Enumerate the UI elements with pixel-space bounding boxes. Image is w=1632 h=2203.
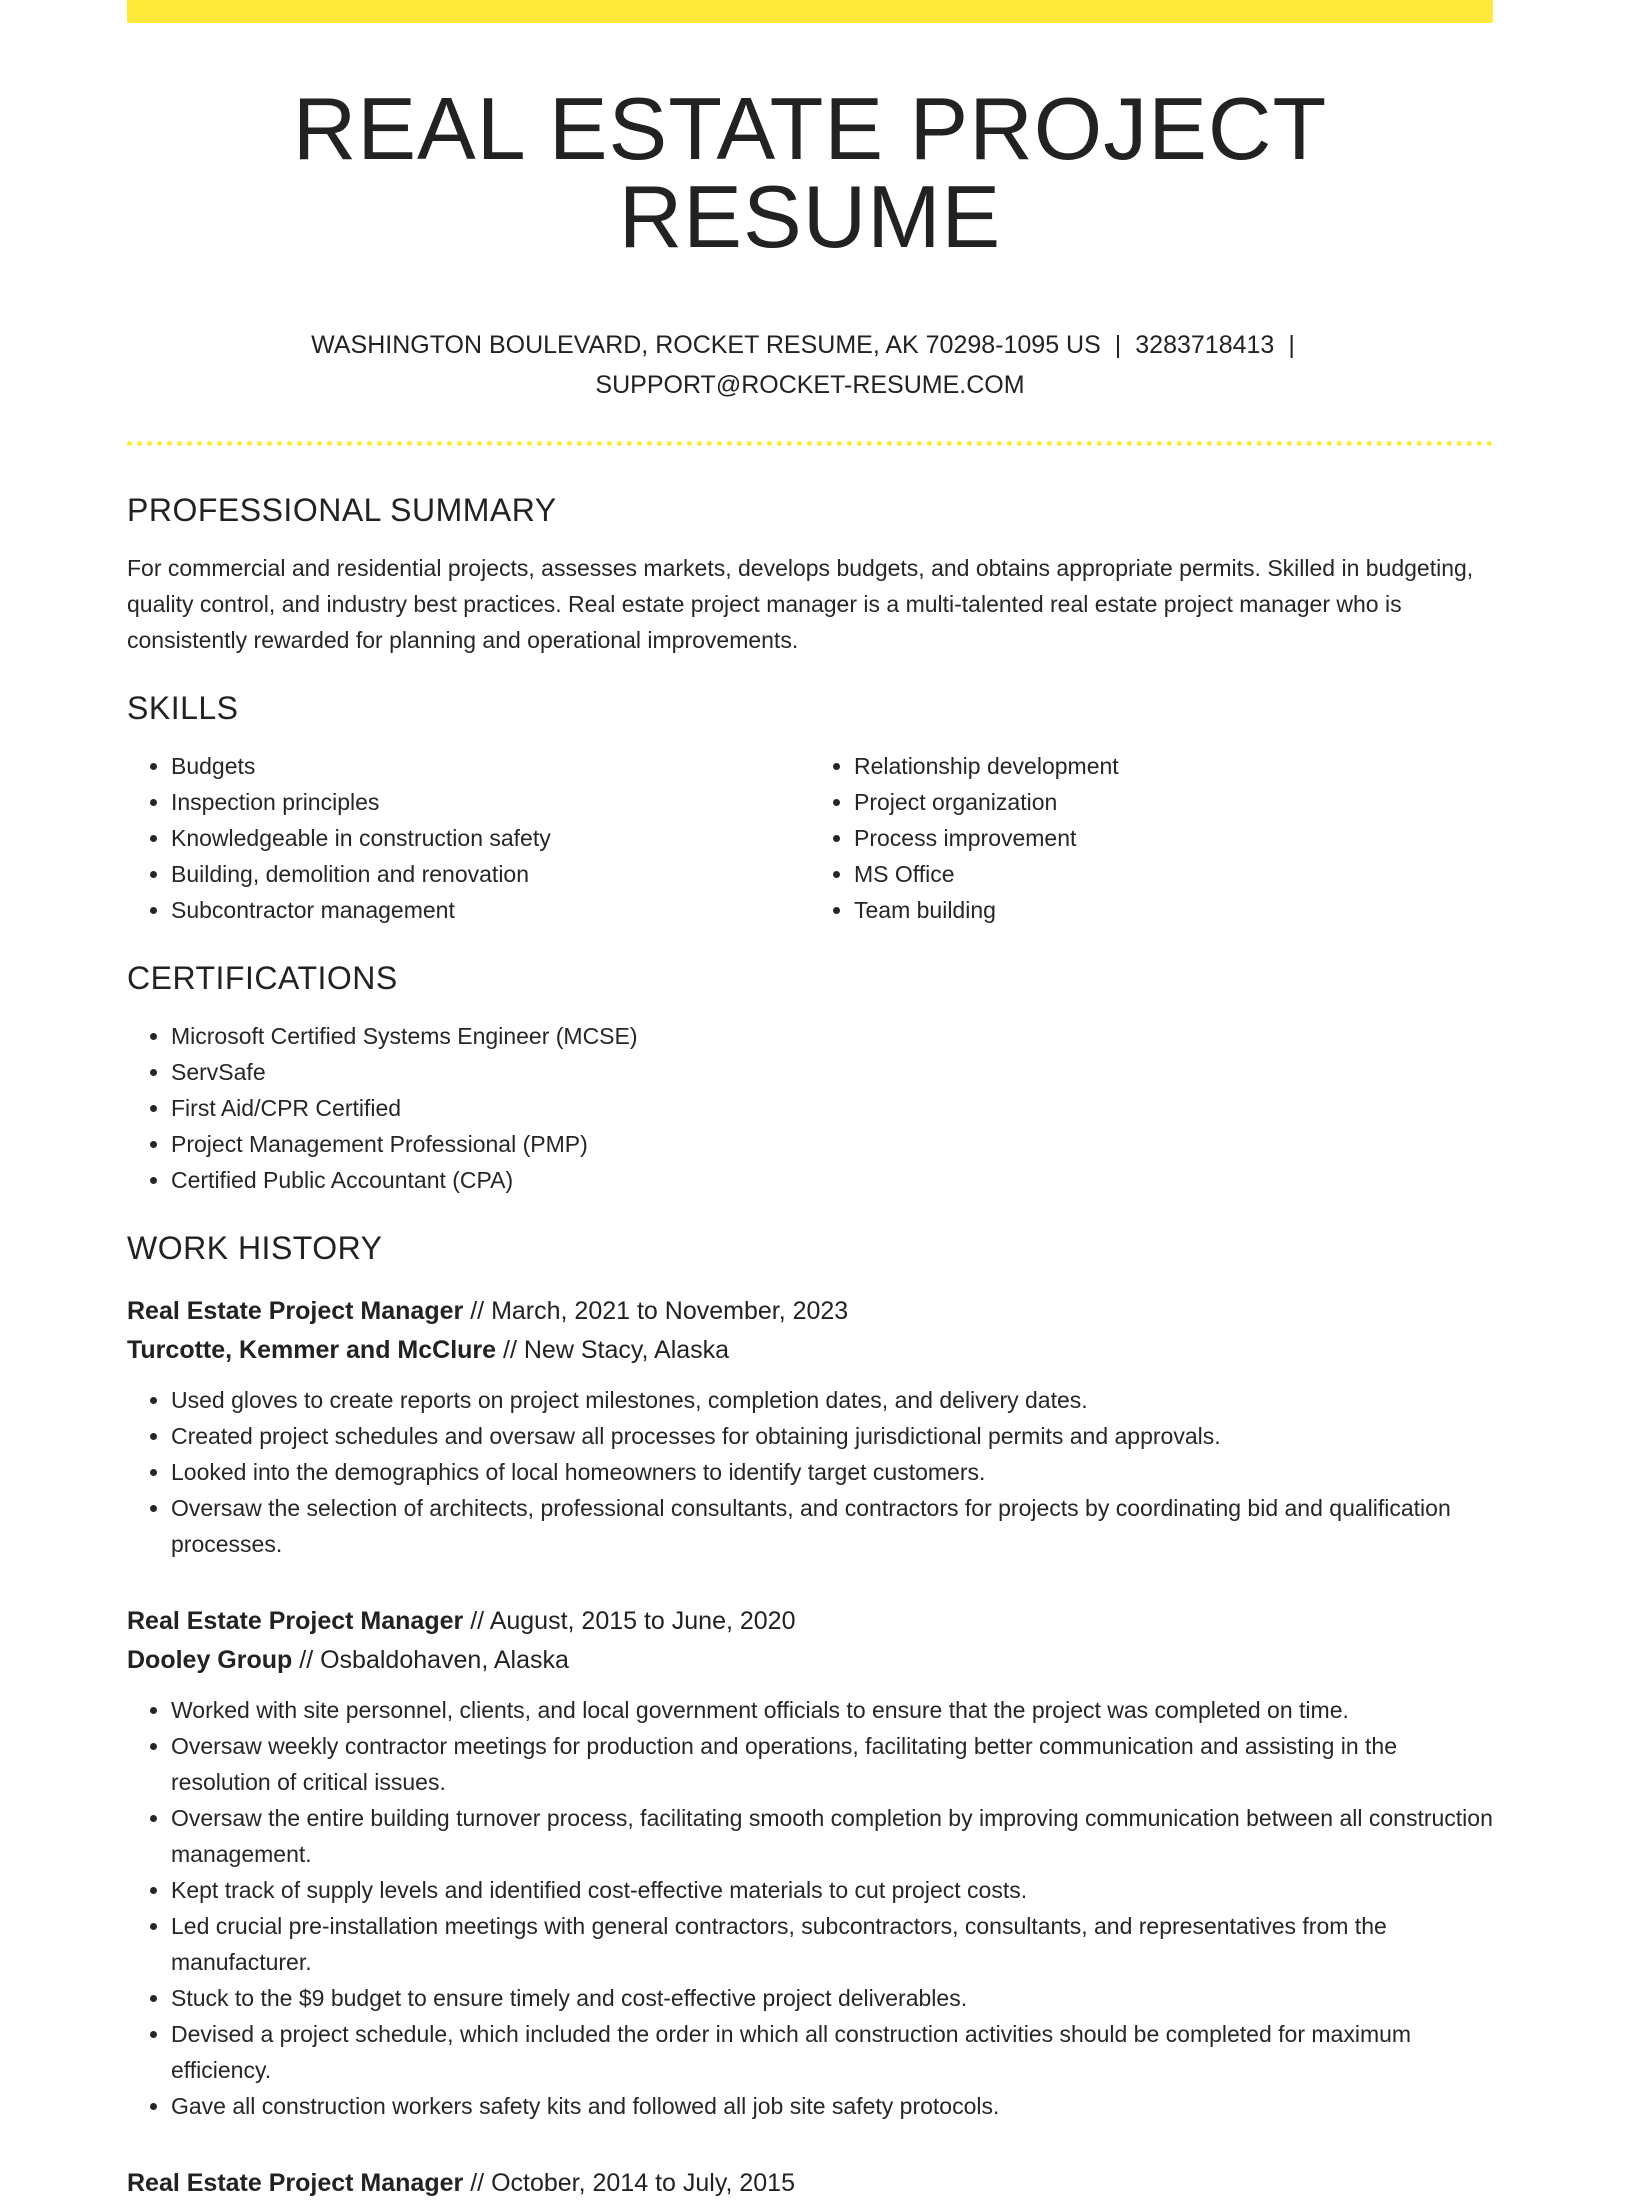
- skill-item: • Knowledgeable in construction safety: [171, 820, 810, 856]
- skill-item: • Process improvement: [854, 820, 1493, 856]
- job-divider: //: [470, 2169, 485, 2197]
- contact-separator: |: [1114, 331, 1122, 359]
- job-dates: August, 2015 to June, 2020: [489, 1607, 796, 1635]
- skill-item: • Team building: [854, 892, 1493, 928]
- job-bullet: • Kept track of supply levels and identified cost-effective materials to cut project costs.: [171, 1872, 1493, 1908]
- job-location: New Stacy, Alaska: [523, 1336, 730, 1364]
- job-divider: //: [299, 1646, 314, 1674]
- skill-item: • Budgets: [171, 748, 810, 784]
- certification-item: • Project Management Professional (PMP): [171, 1126, 1493, 1162]
- skills-grid: [127, 748, 1493, 928]
- job-dates: March, 2021 to November, 2023: [491, 1297, 849, 1325]
- job-bullet: • Looked into the demographics of local homeowners to identify target customers.: [171, 1454, 1493, 1490]
- job-role: Real Estate Project Manager: [127, 1607, 464, 1635]
- job-entry: [127, 1602, 1493, 2124]
- job-company-line: [127, 1641, 1493, 1680]
- job-company: Dooley Group: [127, 1646, 293, 1674]
- job-bullet: • Used gloves to create reports on project milestones, completion dates, and delivery dates.: [171, 1382, 1493, 1418]
- job-company-line: [127, 1331, 1493, 1370]
- job-bullets: [127, 1382, 1493, 1562]
- job-entry: [127, 2164, 1493, 2203]
- skill-item: • Building, demolition and renovation: [171, 856, 810, 892]
- section-title-certifications: CERTIFICATIONS: [127, 960, 398, 996]
- job-role-line: [127, 1602, 1493, 1641]
- skill-item: • Relationship development: [854, 748, 1493, 784]
- skills-list-right: [810, 748, 1493, 928]
- job-bullet: • Oversaw weekly contractor meetings for production and operations, facilitating better communication and assisting in the resolution of critical issues.: [171, 1728, 1493, 1800]
- job-divider: //: [470, 1607, 485, 1635]
- contact-phone: 3283718413: [1135, 331, 1275, 359]
- section-title-work-history: WORK HISTORY: [127, 1230, 383, 1266]
- job-bullet: • Worked with site personnel, clients, and local government officials to ensure that the project was completed on time.: [171, 1692, 1493, 1728]
- certification-item: • Certified Public Accountant (CPA): [171, 1162, 1493, 1198]
- certification-item: • Microsoft Certified Systems Engineer (MCSE): [171, 1018, 1493, 1054]
- job-bullet: • Devised a project schedule, which included the order in which all construction activities should be completed for maximum efficiency.: [171, 2016, 1493, 2088]
- job-dates: October, 2014 to July, 2015: [491, 2169, 795, 2197]
- contact-address: WASHINGTON BOULEVARD, ROCKET RESUME, AK 70298-1095 US: [311, 331, 1101, 359]
- contact-separator: |: [1288, 331, 1295, 359]
- section-title-skills: SKILLS: [127, 690, 239, 726]
- job-company: Turcotte, Kemmer and McClure: [127, 1336, 497, 1364]
- top-accent-bar: [127, 0, 1493, 23]
- job-bullets: [127, 1692, 1493, 2124]
- contact-email: SUPPORT@ROCKET-RESUME.COM: [595, 371, 1025, 399]
- contact-info: [280, 325, 1340, 405]
- job-bullet: • Oversaw the entire building turnover process, facilitating smooth completion by improving communication between all construction management.: [171, 1800, 1493, 1872]
- certification-item: • ServSafe: [171, 1054, 1493, 1090]
- certification-item: • First Aid/CPR Certified: [171, 1090, 1493, 1126]
- job-bullet: • Led crucial pre-installation meetings with general contractors, subcontractors, consultants, and representatives from the manufacturer.: [171, 1908, 1493, 1980]
- job-bullet: • Gave all construction workers safety kits and followed all job site safety protocols.: [171, 2088, 1493, 2124]
- job-role: Real Estate Project Manager: [127, 2169, 464, 2197]
- job-bullet: • Oversaw the selection of architects, professional consultants, and contractors for projects by coordinating bid and qualification processes.: [171, 1490, 1493, 1562]
- job-entry: [127, 1292, 1493, 1562]
- resume-title: REAL ESTATE PROJECT RESUME: [292, 79, 1328, 266]
- certifications-list: [127, 1018, 1493, 1198]
- skill-item: • MS Office: [854, 856, 1493, 892]
- job-role-line: [127, 1292, 1493, 1331]
- skill-item: • Inspection principles: [171, 784, 810, 820]
- job-bullet: • Created project schedules and oversaw all processes for obtaining jurisdictional permits and approvals.: [171, 1418, 1493, 1454]
- skill-item: • Subcontractor management: [171, 892, 810, 928]
- summary-text: For commercial and residential projects, assesses markets, develops budgets, and obtains appropriate permits. Skilled in budgeting, quality control, and industry best practices. Real estate project manager is a multi-talented real estate project manager who is consistently rewarded for planning and operational improvements.: [127, 555, 1474, 653]
- section-title-summary: PROFESSIONAL SUMMARY: [127, 492, 557, 528]
- skills-list-left: [127, 748, 810, 928]
- job-location: Osbaldohaven, Alaska: [320, 1646, 569, 1674]
- job-divider: //: [470, 1297, 485, 1325]
- job-role-line: [127, 2164, 1493, 2203]
- job-role: Real Estate Project Manager: [127, 1297, 464, 1325]
- job-bullet: • Stuck to the $9 budget to ensure timely and cost-effective project deliverables.: [171, 1980, 1493, 2016]
- resume-page: [127, 0, 1493, 2203]
- skill-item: • Project organization: [854, 784, 1493, 820]
- header-divider: [127, 441, 1493, 446]
- job-divider: //: [503, 1336, 517, 1364]
